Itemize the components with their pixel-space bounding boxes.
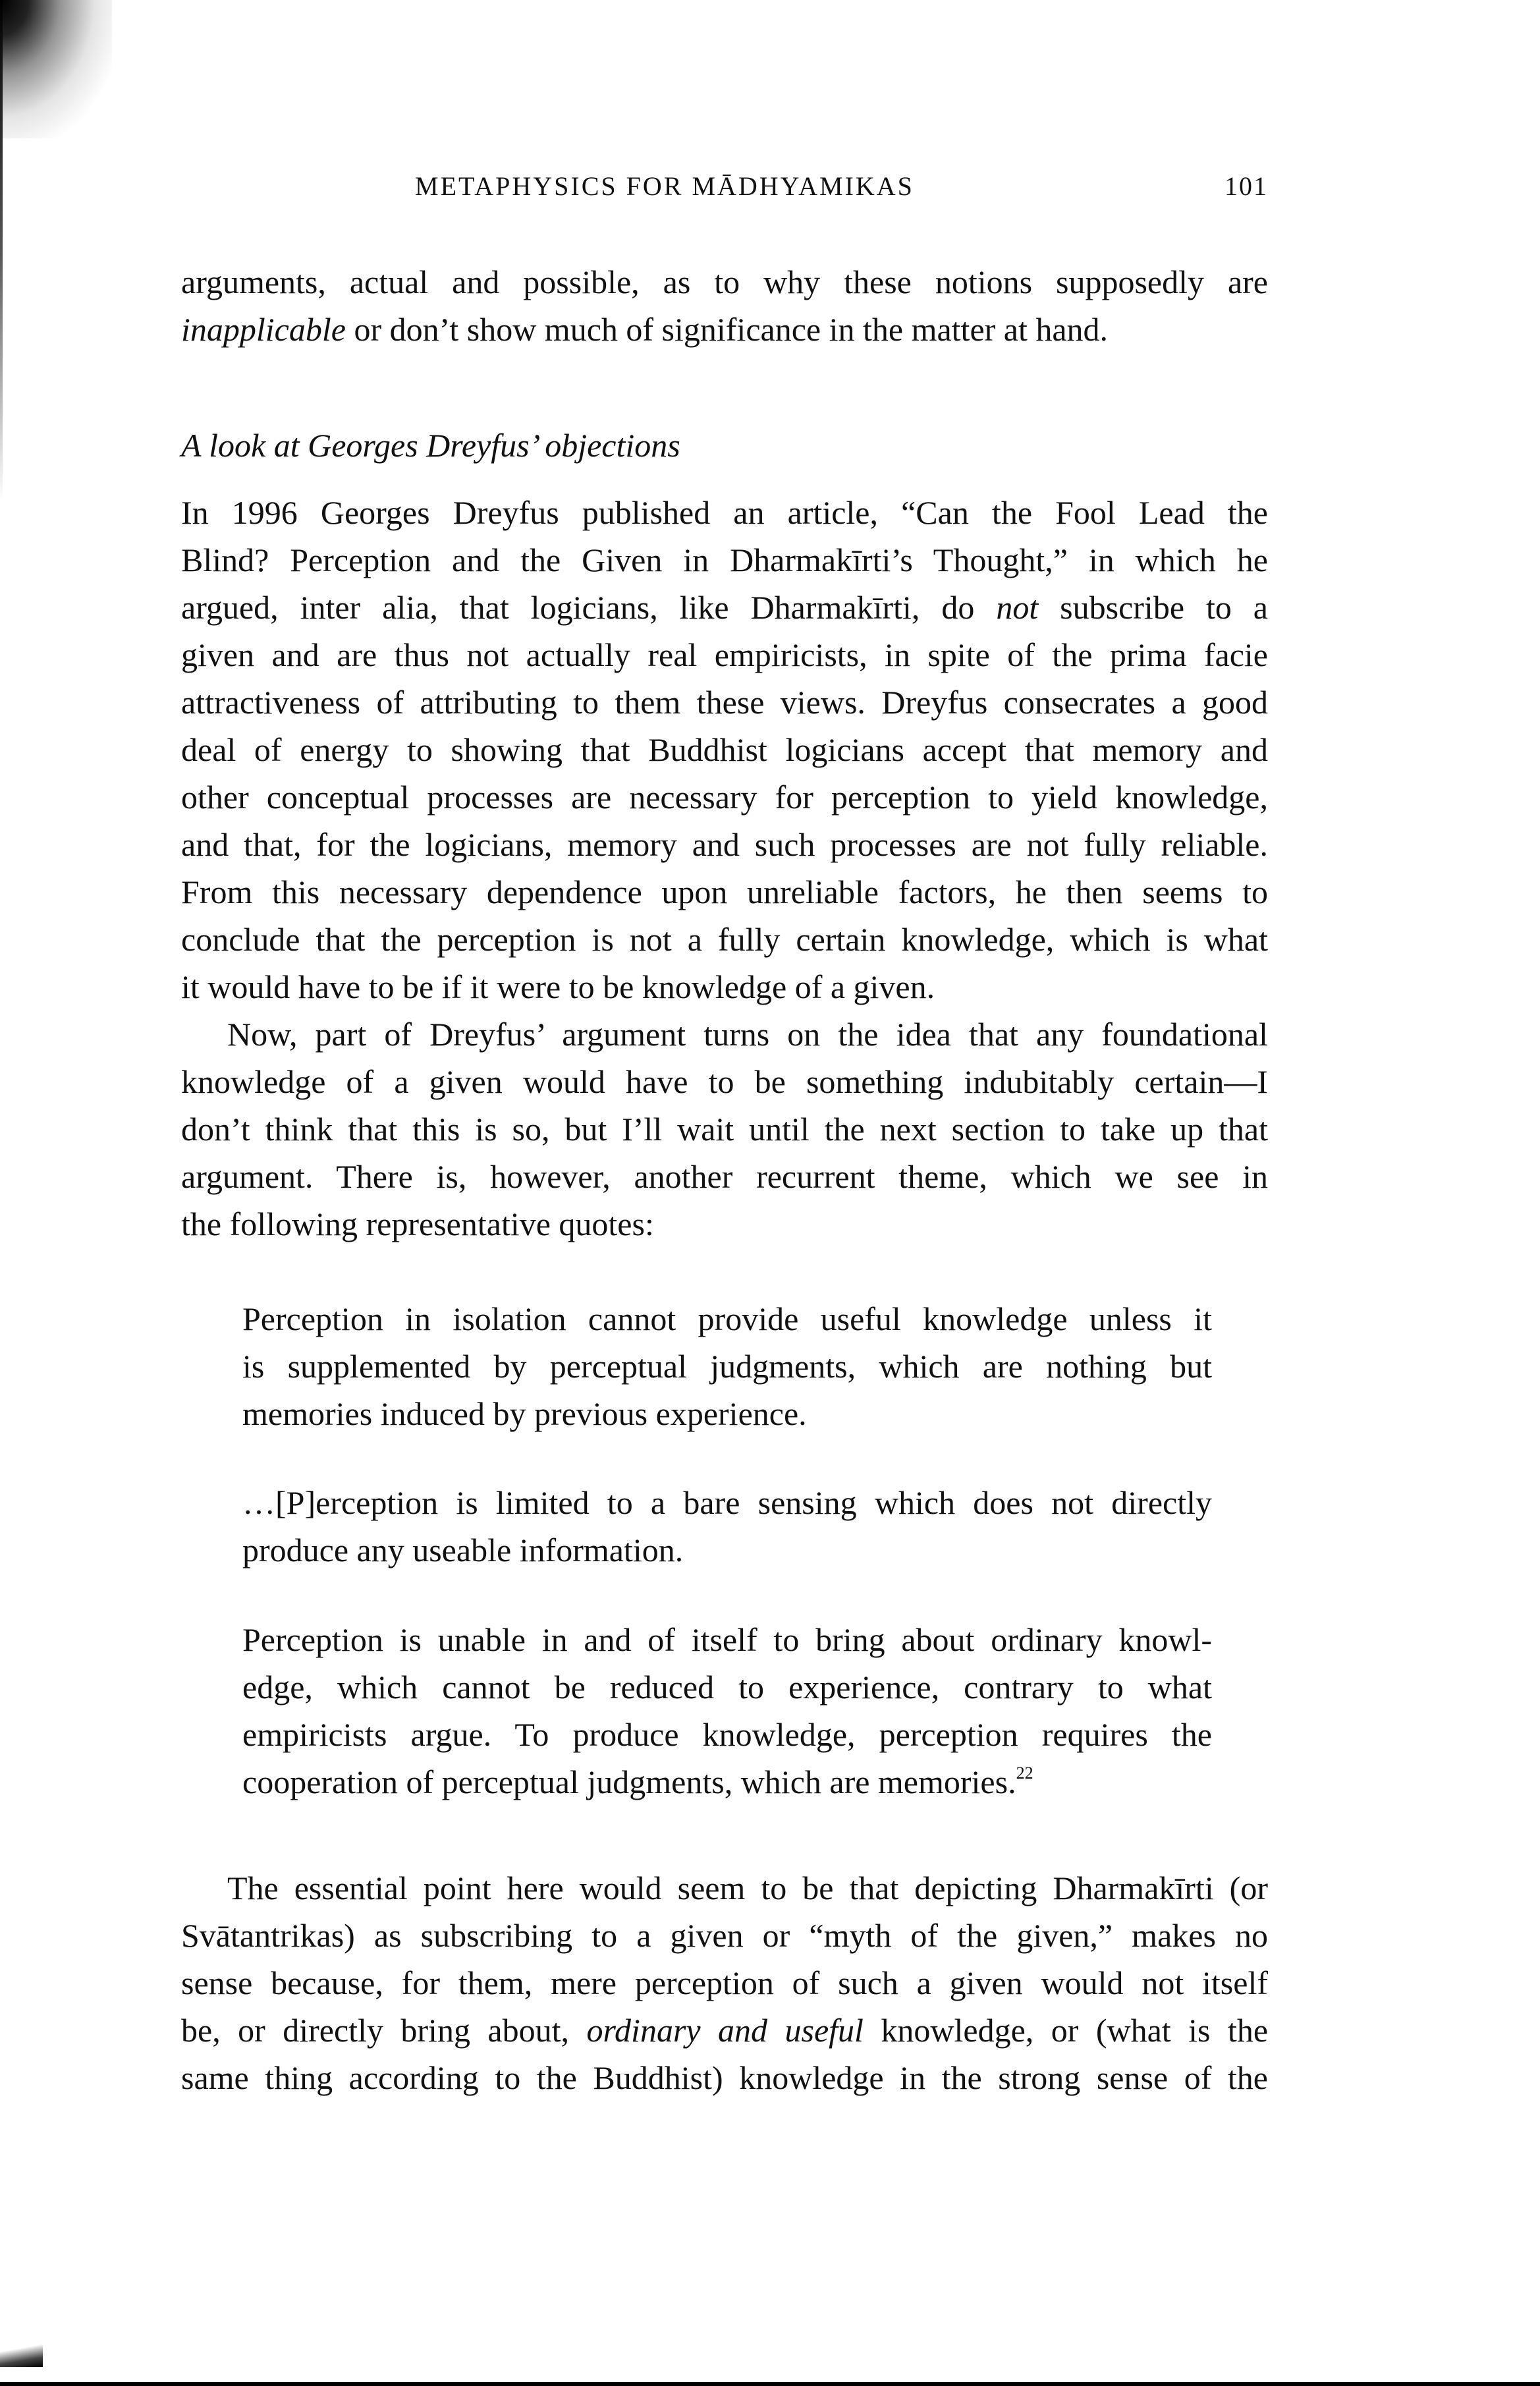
quote-line: Perception is unable in and of itself to bring about ordinary knowl- [242, 1621, 1212, 1658]
quote-line: produce any useable information. [242, 1532, 684, 1568]
text-line: given and are thus not actually real empiricists, in spite of the prima facie [181, 636, 1268, 673]
block-quote-1 [242, 1295, 1212, 1437]
quote-line [242, 1758, 1212, 1806]
paragraph-dreyfus-article [181, 489, 1268, 1011]
text-line [181, 258, 1268, 306]
text-line: The essential point here would seem to be that depicting Dharmakīrti (or [227, 1870, 1268, 1906]
block-quote-3 [242, 1616, 1212, 1806]
footnote-reference[interactable]: 22 [1016, 1763, 1033, 1783]
text-span: subscribe to a [1038, 589, 1268, 626]
text-line: conclude that the perception is not a fully certain knowledge, which is what [181, 921, 1268, 958]
text-span: knowledge, or (what is the [863, 2012, 1269, 2049]
emphasis-text: inapplicable [181, 311, 346, 348]
text-span: be, or directly bring about, [181, 2012, 587, 2049]
text-line [181, 306, 1268, 353]
running-head [181, 170, 1268, 203]
text-line: it would have to be if it were to be knowledge of a given. [181, 968, 935, 1005]
scan-shadow-bottom-left [0, 2342, 43, 2367]
text-line: sense because, for them, mere perception of such a given would not itself [181, 1964, 1268, 2001]
running-title: METAPHYSICS FOR MĀDHYAMIKAS [415, 171, 914, 201]
text-line: Svātantrikas) as subscribing to a given or “myth of the given,” makes no [181, 1917, 1268, 1954]
emphasis-text: ordinary and useful [586, 2012, 864, 2049]
opening-paragraph [181, 258, 1268, 353]
quote-line: …[P]erception is limited to a bare sensing which does not directly [242, 1484, 1212, 1521]
scan-edge-left [0, 0, 3, 501]
text-line: don’t think that this is so, but I’ll wait until the next section to take up that [181, 1111, 1268, 1148]
quote-line: empiricists argue. To produce knowledge, perception requires the [242, 1716, 1212, 1753]
text-span: arguments, actual and possible, as to why these notions supposedly are [181, 264, 1268, 300]
text-line: From this necessary dependence upon unreliable factors, he then seems to [181, 874, 1268, 910]
scan-border-bottom [0, 2382, 1540, 2386]
text-line [181, 584, 1268, 631]
quote-line: is supplemented by perceptual judgments, which are nothing but [242, 1348, 1212, 1385]
quote-line: memories induced by previous experience. [242, 1395, 807, 1432]
page-number: 101 [1224, 171, 1268, 201]
emphasis-text: not [996, 589, 1039, 626]
section-heading: A look at Georges Dreyfus’ objections [181, 427, 680, 464]
quote-line: edge, which cannot be reduced to experience, contrary to what [242, 1669, 1212, 1706]
text-line: deal of energy to showing that Buddhist logicians accept that memory and [181, 731, 1268, 768]
text-line: In 1996 Georges Dreyfus published an article, “Can the Fool Lead the [181, 494, 1268, 531]
text-line: attractiveness of attributing to them these views. Dreyfus consecrates a good [181, 684, 1268, 721]
paragraph-recurrent-theme [181, 1011, 1268, 1248]
text-line: Blind? Perception and the Given in Dharmakīrti’s Thought,” in which he [181, 541, 1268, 578]
text-line: argument. There is, however, another recurrent theme, which we see in [181, 1158, 1268, 1195]
text-line: the following representative quotes: [181, 1206, 654, 1242]
paragraph-essential-point [181, 1864, 1268, 2101]
text-line: knowledge of a given would have to be something indubitably certain—I [181, 1063, 1268, 1100]
text-span: or don’t show much of significance in the matter at hand. [345, 311, 1109, 348]
text-line: other conceptual processes are necessary for perception to yield knowledge, [181, 779, 1268, 816]
text-line [181, 2007, 1268, 2054]
scan-shadow-top-left [0, 0, 112, 138]
quote-line: Perception in isolation cannot provide useful knowledge unless it [242, 1300, 1212, 1337]
text-line: and that, for the logicians, memory and such processes are not fully reliable. [181, 826, 1268, 863]
block-quote-2 [242, 1479, 1212, 1574]
text-line: same thing according to the Buddhist) knowledge in the strong sense of the [181, 2059, 1268, 2096]
text-span: argued, inter alia, that logicians, like Dharmakīrti, do [181, 589, 997, 626]
text-line: Now, part of Dreyfus’ argument turns on the idea that any foundational [227, 1016, 1268, 1053]
text-span: cooperation of perceptual judgments, which are memories. [242, 1763, 1016, 1800]
